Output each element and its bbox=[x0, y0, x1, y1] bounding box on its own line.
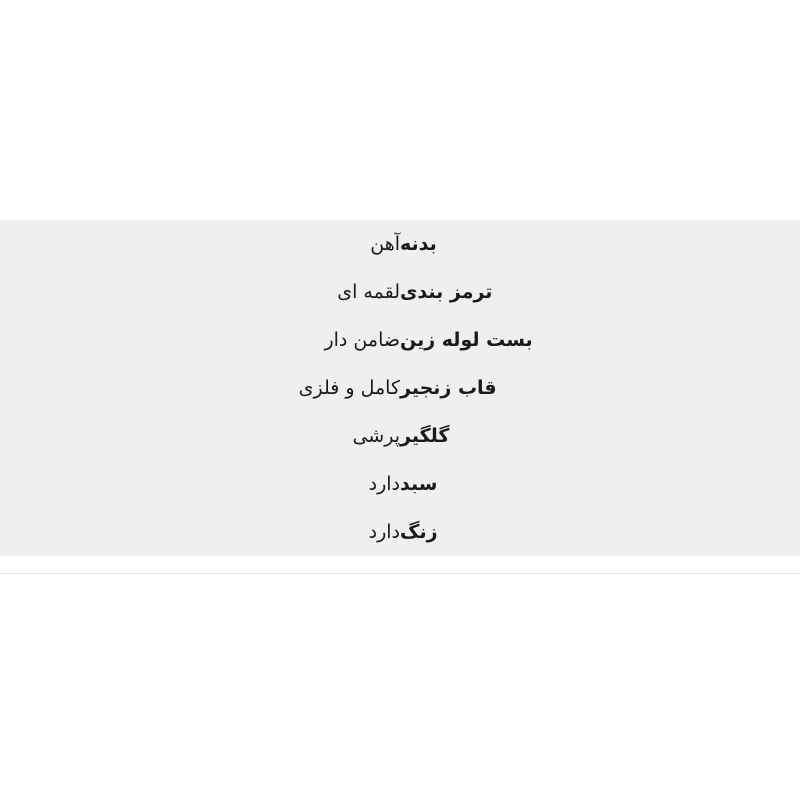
spec-label-text: ترمز بندی bbox=[400, 281, 493, 303]
spec-value-text: دارد bbox=[368, 473, 400, 495]
spec-label-text: زنگ bbox=[400, 521, 438, 543]
spec-label-text: سبد bbox=[400, 473, 438, 495]
spec-label-cell bbox=[400, 364, 800, 412]
specification-table-body bbox=[0, 220, 800, 556]
spec-label-text: قاب زنجیر bbox=[400, 377, 497, 399]
spec-label-cell bbox=[400, 316, 800, 364]
spec-value-text: دارد bbox=[368, 521, 400, 543]
table-row bbox=[0, 364, 800, 412]
table-row bbox=[0, 460, 800, 508]
spec-value-text: آهن bbox=[370, 233, 400, 255]
table-row bbox=[0, 508, 800, 556]
spec-value-cell bbox=[0, 460, 400, 508]
specification-table bbox=[0, 220, 800, 556]
spec-value-cell bbox=[0, 364, 400, 412]
spec-value-cell bbox=[0, 268, 400, 316]
spec-value-text: پرشی bbox=[352, 425, 400, 447]
table-row bbox=[0, 412, 800, 460]
spec-label-text: بست لوله زین bbox=[400, 329, 533, 351]
spec-value-cell bbox=[0, 220, 400, 268]
spec-value-text: ضامن دار bbox=[324, 329, 400, 351]
spec-label-text: بدنه bbox=[400, 233, 437, 255]
spec-value-cell bbox=[0, 316, 400, 364]
spec-value-text: لقمه ای bbox=[337, 281, 400, 303]
spec-value-cell bbox=[0, 412, 400, 460]
table-row bbox=[0, 268, 800, 316]
spec-label-cell bbox=[400, 220, 800, 268]
spec-label-text: گلگیر bbox=[400, 425, 450, 447]
spec-label-cell bbox=[400, 460, 800, 508]
table-row bbox=[0, 316, 800, 364]
spec-label-cell bbox=[400, 508, 800, 556]
spec-label-cell bbox=[400, 412, 800, 460]
table-row bbox=[0, 220, 800, 268]
spec-value-cell bbox=[0, 508, 400, 556]
bottom-divider bbox=[0, 573, 800, 574]
spec-value-text: کامل و فلزی bbox=[298, 377, 400, 399]
spec-label-cell bbox=[400, 268, 800, 316]
